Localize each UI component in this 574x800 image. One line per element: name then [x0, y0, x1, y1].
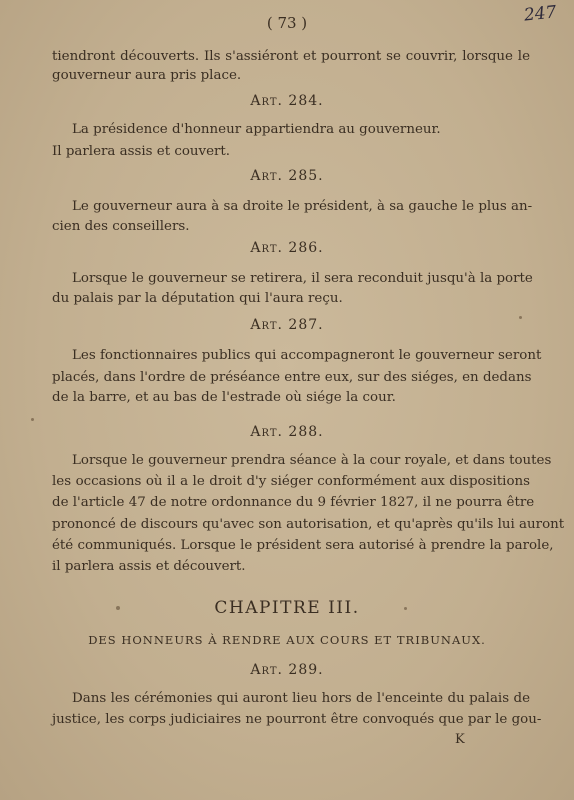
text-line: du palais par la députation qui l'aura reçu.: [52, 291, 343, 306]
text-line: cien des conseillers.: [52, 219, 190, 234]
text-line: de la barre, et au bas de l'estrade où siége la cour.: [52, 390, 396, 405]
chapter-subtitle: DES HONNEURS À RENDRE AUX COURS ET TRIBUNAUX.: [88, 633, 486, 647]
text-line: Lorsque le gouverneur se retirera, il sera reconduit jusqu'à la porte: [72, 271, 533, 286]
text-line: Les fonctionnaires publics qui accompagneront le gouverneur seront: [72, 348, 542, 363]
page-number: ( 73 ): [266, 14, 308, 32]
article-heading: Art. 288.: [250, 424, 324, 440]
text-line: été communiqués. Lorsque le président sera autorisé à prendre la parole,: [52, 538, 554, 553]
article-heading: Art. 285.: [250, 168, 324, 184]
ink-speck: [404, 607, 407, 610]
text-line: prononcé de discours qu'avec son autorisation, et qu'après qu'ils lui auront: [52, 517, 565, 532]
article-heading: Art. 284.: [250, 93, 324, 109]
article-heading: Art. 287.: [250, 317, 324, 333]
ink-speck: [31, 418, 34, 421]
signature-mark: K: [455, 732, 465, 747]
text-line: Lorsque le gouverneur prendra séance à la cour royale, et dans toutes: [72, 453, 552, 468]
article-heading: Art. 286.: [250, 240, 324, 256]
text-line: Le gouverneur aura à sa droite le président, à sa gauche le plus an-: [72, 199, 533, 214]
article-heading: Art. 289.: [250, 662, 324, 678]
text-line: Il parlera assis et couvert.: [52, 144, 231, 159]
text-line: placés, dans l'ordre de préséance entre eux, sur des siéges, en dedans: [52, 370, 532, 385]
ink-speck: [116, 606, 120, 610]
text-line: les occasions où il a le droit d'y siéger conformément aux dispositions: [52, 474, 530, 489]
ink-speck: [519, 316, 522, 319]
text-line: Dans les cérémonies qui auront lieu hors de l'enceinte du palais de: [72, 691, 530, 706]
chapter-heading: CHAPITRE III.: [214, 598, 360, 618]
text-line: il parlera assis et découvert.: [52, 559, 246, 574]
text-line: La présidence d'honneur appartiendra au gouverneur.: [72, 122, 441, 137]
text-line: gouverneur aura pris place.: [52, 68, 242, 83]
text-line: de l'article 47 de notre ordonnance du 9 février 1827, il ne pourra être: [52, 495, 535, 510]
handwritten-page-number: 247: [522, 2, 557, 26]
text-line: tiendront découverts. Ils s'assiéront et pourront se couvrir, lorsque le: [52, 49, 530, 64]
text-line: justice, les corps judiciaires ne pourront être convoqués que par le gou-: [52, 712, 542, 727]
